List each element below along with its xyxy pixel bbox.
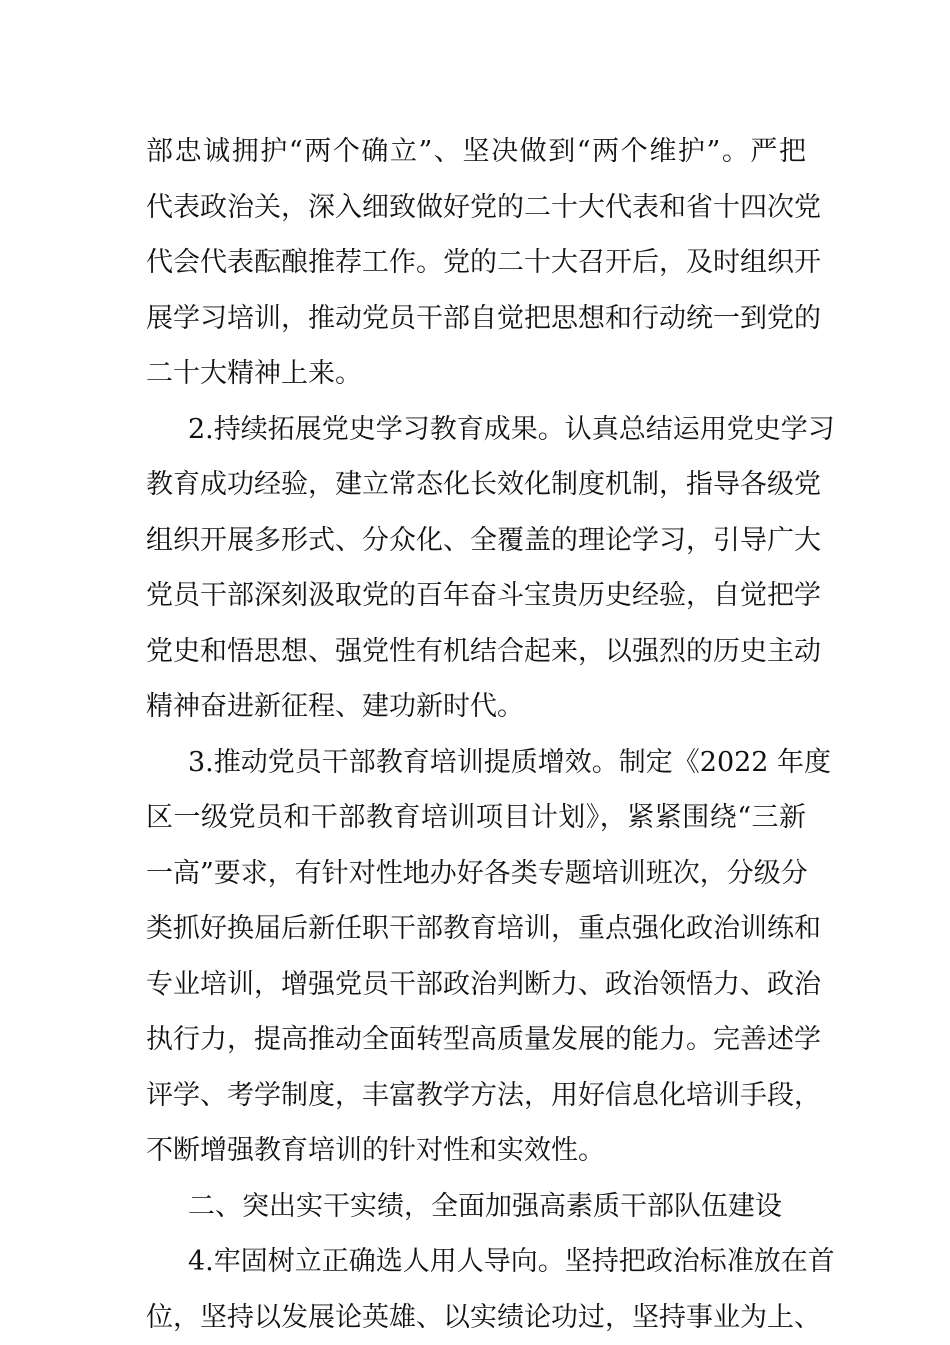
text-line: 执行力，提高推动全面转型高质量发展的能力。完善述学 [146, 1012, 806, 1068]
text-line: 2.持续拓展党史学习教育成果。认真总结运用党史学习 [146, 402, 806, 458]
text-line: 一高”要求，有针对性地办好各类专题培训班次，分级分 [146, 846, 806, 902]
text-line: 部忠诚拥护“两个确立”、坚决做到“两个维护”。严把 [146, 124, 806, 180]
text-line: 区一级党员和干部教育培训项目计划》，紧紧围绕“三新 [146, 790, 806, 846]
text-line: 教育成功经验，建立常态化长效化制度机制，指导各级党 [146, 457, 806, 513]
text-line: 位，坚持以发展论英雄、以实绩论功过，坚持事业为上、 [146, 1290, 806, 1345]
text-line: 党史和悟思想、强党性有机结合起来，以强烈的历史主动 [146, 624, 806, 680]
text-line: 二十大精神上来。 [146, 346, 806, 402]
text-line: 精神奋进新征程、建功新时代。 [146, 679, 806, 735]
text-line: 展学习培训，推动党员干部自觉把思想和行动统一到党的 [146, 291, 806, 347]
text-line: 评学、考学制度，丰富教学方法，用好信息化培训手段， [146, 1068, 806, 1124]
section-heading: 二、突出实干实绩，全面加强高素质干部队伍建设 [146, 1179, 806, 1235]
text-line: 不断增强教育培训的针对性和实效性。 [146, 1123, 806, 1179]
document-body [146, 124, 806, 1345]
text-line: 党员干部深刻汲取党的百年奋斗宝贵历史经验，自觉把学 [146, 568, 806, 624]
text-line: 专业培训，增强党员干部政治判断力、政治领悟力、政治 [146, 957, 806, 1013]
text-line: 3.推动党员干部教育培训提质增效。制定《2022 年度 [146, 735, 806, 791]
text-line: 代表政治关，深入细致做好党的二十大代表和省十四次党 [146, 180, 806, 236]
text-line: 类抓好换届后新任职干部教育培训，重点强化政治训练和 [146, 901, 806, 957]
text-line: 4.牢固树立正确选人用人导向。坚持把政治标准放在首 [146, 1234, 806, 1290]
text-line: 组织开展多形式、分众化、全覆盖的理论学习，引导广大 [146, 513, 806, 569]
text-line: 代会代表酝酿推荐工作。党的二十大召开后，及时组织开 [146, 235, 806, 291]
